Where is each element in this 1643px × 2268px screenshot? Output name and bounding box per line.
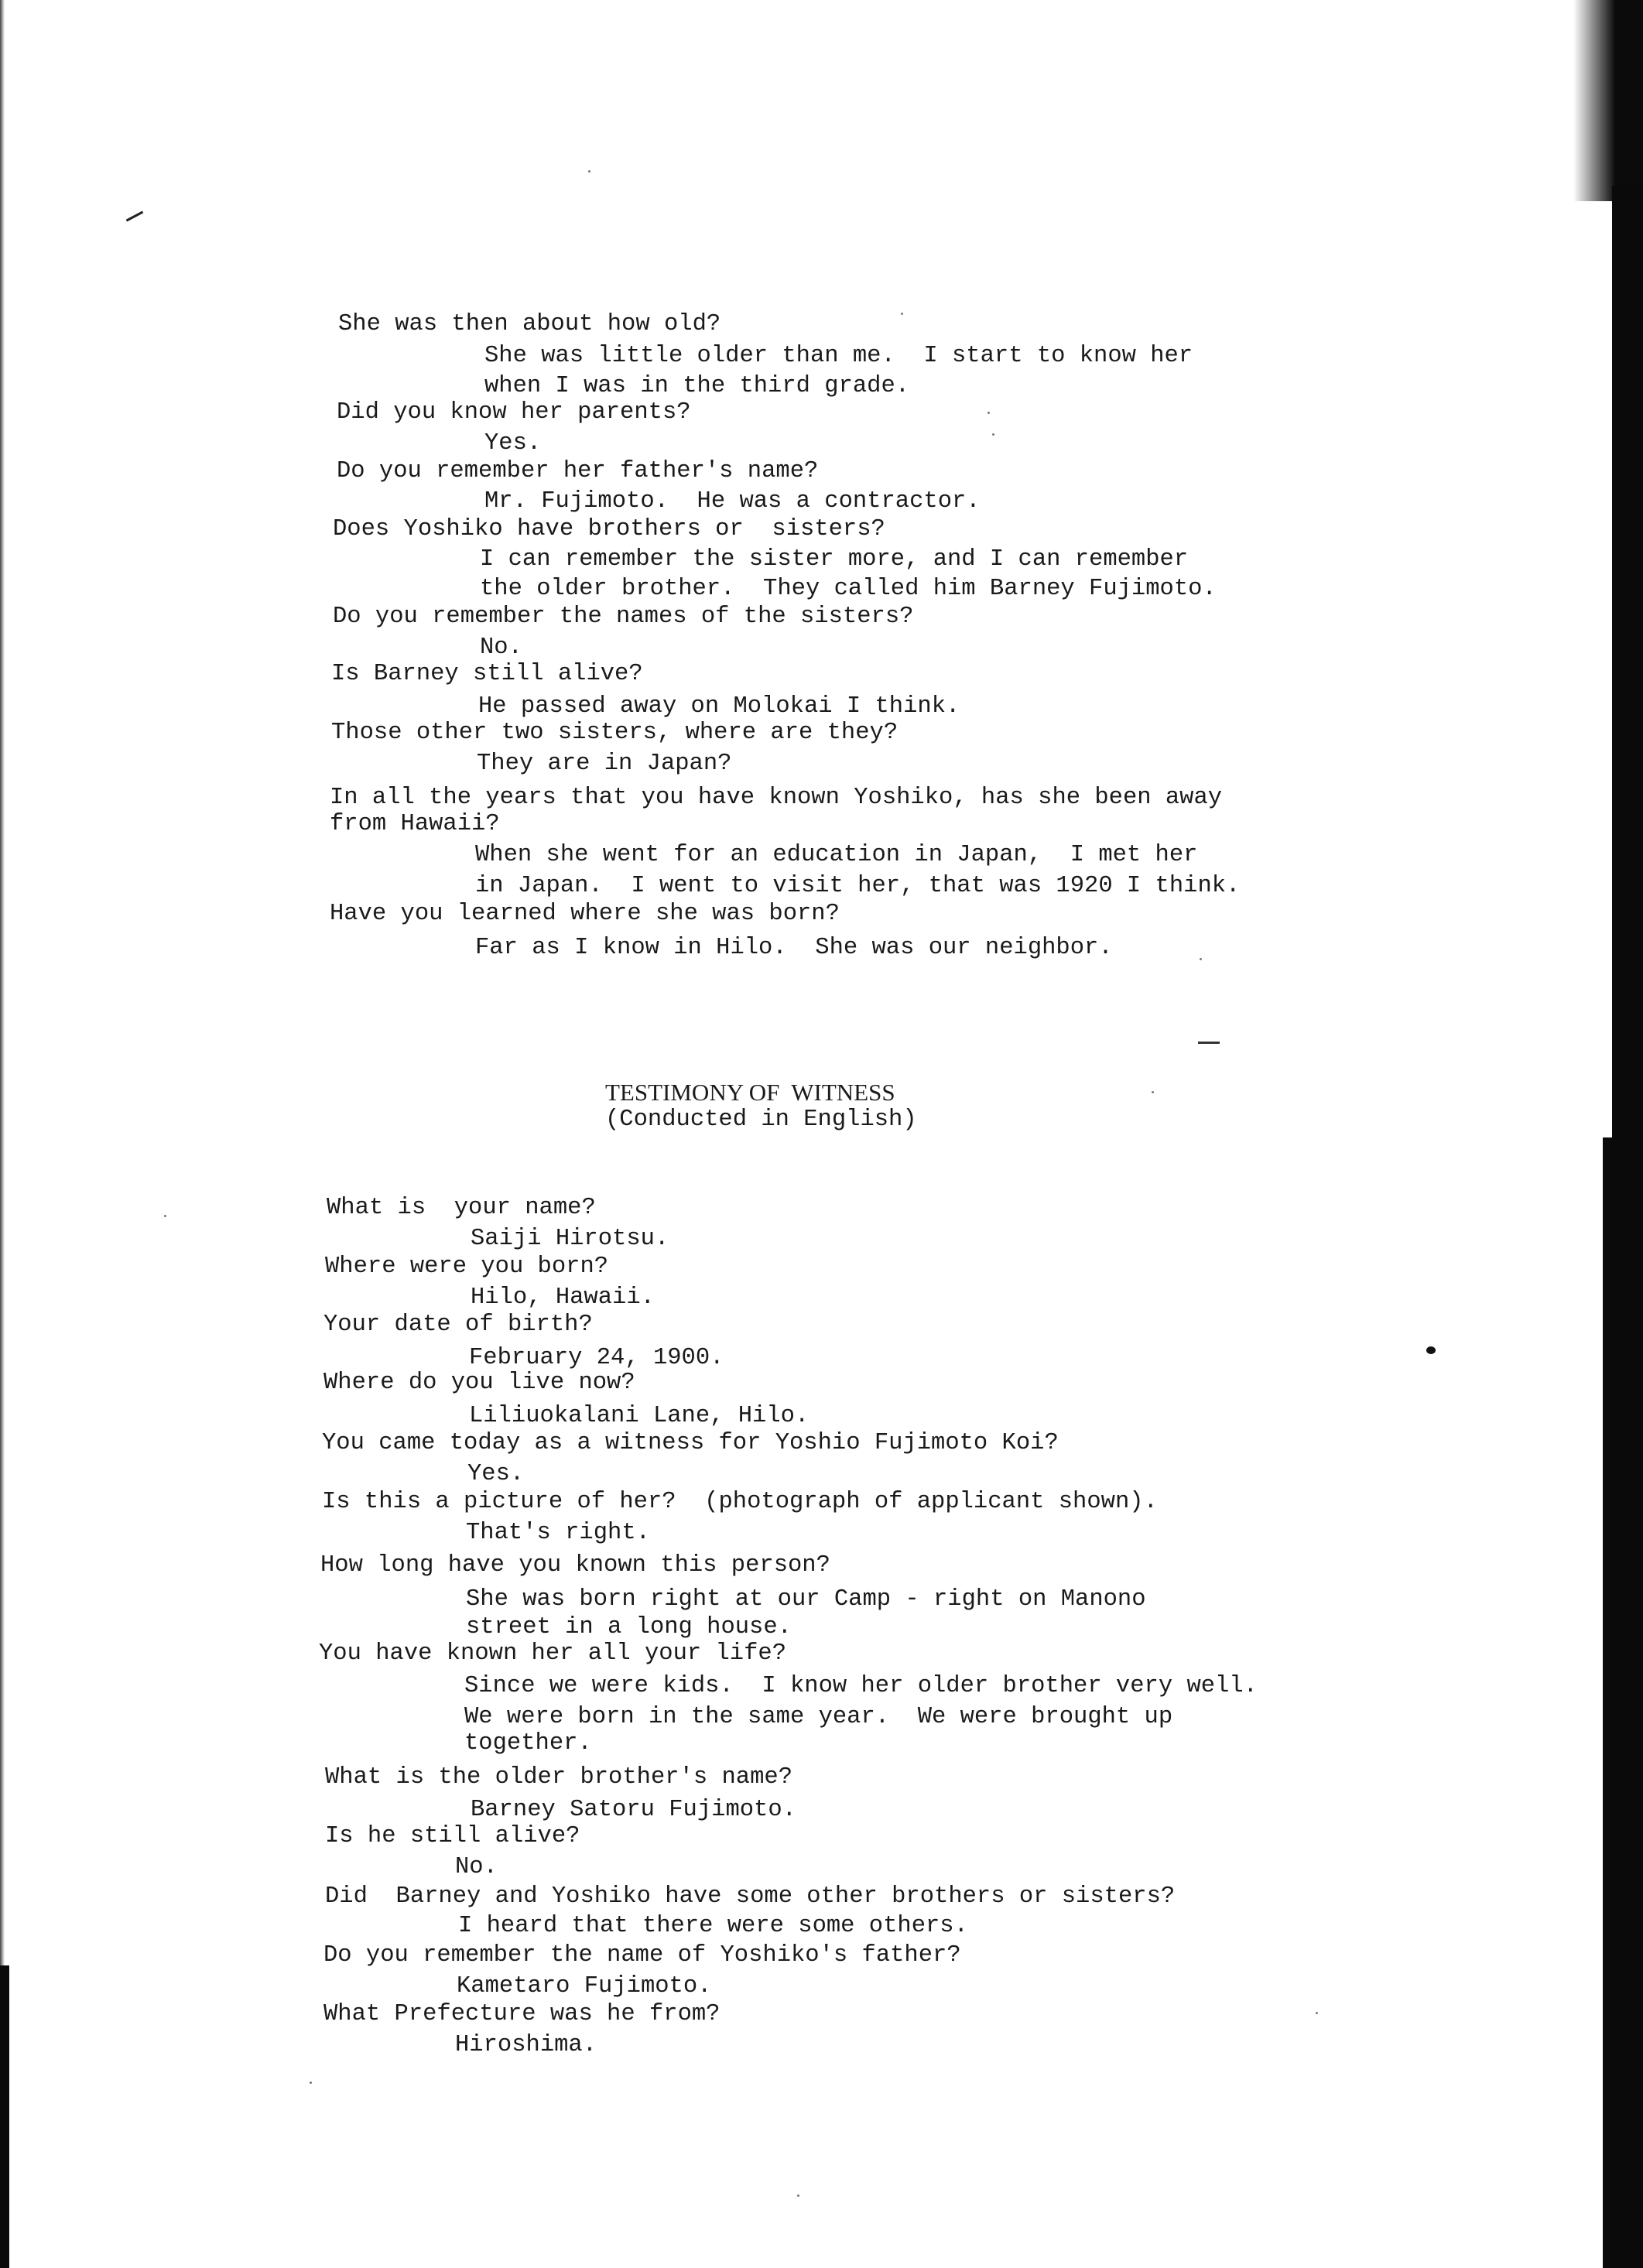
question-line: Where do you live now?	[323, 1370, 635, 1396]
stray-pen-mark	[1198, 1042, 1220, 1044]
answer-line: He passed away on Molokai I think.	[478, 693, 960, 720]
question-line: Is this a picture of her? (photograph of applicant shown).	[322, 1489, 1158, 1515]
scan-speck	[164, 1215, 166, 1217]
answer-line: Yes.	[467, 1461, 525, 1487]
scan-speck	[992, 433, 994, 436]
answer-line: the older brother. They called him Barney Fujimoto.	[480, 576, 1217, 602]
section-heading: TESTIMONY OF WITNESS	[605, 1079, 895, 1106]
answer-line: Hilo, Hawaii.	[471, 1285, 655, 1311]
answer-line: when I was in the third grade.	[484, 373, 910, 399]
scan-speck	[797, 2194, 799, 2197]
answer-line: street in a long house.	[466, 1614, 792, 1640]
question-line: Did Barney and Yoshiko have some other brothers or sisters?	[325, 1883, 1176, 1910]
ink-blot	[1426, 1346, 1436, 1354]
answer-line: Hiroshima.	[455, 2032, 597, 2058]
question-line: Your date of birth?	[323, 1312, 593, 1338]
scan-speck	[1316, 2012, 1318, 2014]
question-line: Do you remember her father's name?	[337, 458, 819, 484]
answer-line: Kametaro Fujimoto.	[457, 1973, 712, 1999]
question-line: In all the years that you have known Yoshiko, has she been away	[330, 785, 1223, 811]
question-line: She was then about how old?	[338, 311, 721, 337]
question-line: from Hawaii?	[330, 811, 500, 837]
answer-line: When she went for an education in Japan, I met her	[475, 842, 1198, 868]
question-line: Is he still alive?	[325, 1823, 580, 1849]
question-line: What Prefecture was he from?	[323, 2001, 721, 2027]
question-line: Does Yoshiko have brothers or sisters?	[333, 516, 885, 542]
answer-line: Mr. Fujimoto. He was a contractor.	[484, 488, 981, 515]
scan-speck	[1152, 1091, 1154, 1093]
answer-line: February 24, 1900.	[469, 1345, 724, 1371]
question-line: Have you learned where she was born?	[330, 901, 840, 927]
scan-edge-shadow	[0, 0, 5, 2268]
scan-edge-shadow	[1603, 1137, 1643, 2268]
answer-line: Far as I know in Hilo. She was our neighbor.	[475, 935, 1113, 961]
question-line: Is Barney still alive?	[331, 661, 643, 687]
scan-edge-shadow	[0, 1965, 9, 2268]
question-line: Do you remember the names of the sisters?	[333, 604, 914, 630]
question-line: What is your name?	[327, 1195, 596, 1221]
question-line: You have known her all your life?	[319, 1640, 786, 1667]
stray-pen-mark	[126, 211, 144, 222]
answer-line: in Japan. I went to visit her, that was 1920 I think.	[475, 873, 1241, 899]
scan-speck	[310, 2082, 312, 2084]
scan-edge-shadow	[1573, 0, 1643, 201]
question-line: Those other two sisters, where are they?	[331, 720, 899, 746]
scan-speck	[588, 170, 590, 173]
question-line: Did you know her parents?	[337, 399, 691, 426]
answer-line: We were born in the same year. We were brought up	[464, 1704, 1173, 1730]
answer-line: Since we were kids. I know her older brother very well.	[464, 1673, 1258, 1699]
question-line: Do you remember the name of Yoshiko's father?	[323, 1942, 961, 1969]
scan-speck	[901, 313, 903, 315]
answer-line: She was born right at our Camp - right on Manono	[466, 1586, 1146, 1613]
answer-line: She was little older than me. I start to know her	[484, 343, 1193, 369]
answer-line: No.	[480, 635, 522, 661]
question-line: You came today as a witness for Yoshio Fujimoto Koi?	[322, 1430, 1059, 1456]
question-line: What is the older brother's name?	[325, 1764, 792, 1791]
answer-line: No.	[455, 1854, 498, 1880]
answer-line: Liliuokalani Lane, Hilo.	[469, 1403, 810, 1429]
scan-speck	[1200, 958, 1202, 960]
answer-line: Saiji Hirotsu.	[471, 1226, 669, 1252]
answer-line: together.	[464, 1730, 592, 1757]
answer-line: Barney Satoru Fujimoto.	[471, 1797, 796, 1823]
answer-line: That's right.	[466, 1520, 650, 1546]
question-line: Where were you born?	[325, 1254, 609, 1280]
question-line: How long have you known this person?	[320, 1552, 830, 1579]
scan-speck	[988, 412, 990, 414]
answer-line: They are in Japan?	[477, 751, 732, 777]
answer-line: I can remember the sister more, and I can remember	[480, 546, 1189, 573]
answer-line: I heard that there were some others.	[458, 1913, 968, 1939]
section-subheading: (Conducted in English)	[605, 1107, 917, 1133]
answer-line: Yes.	[484, 430, 542, 457]
